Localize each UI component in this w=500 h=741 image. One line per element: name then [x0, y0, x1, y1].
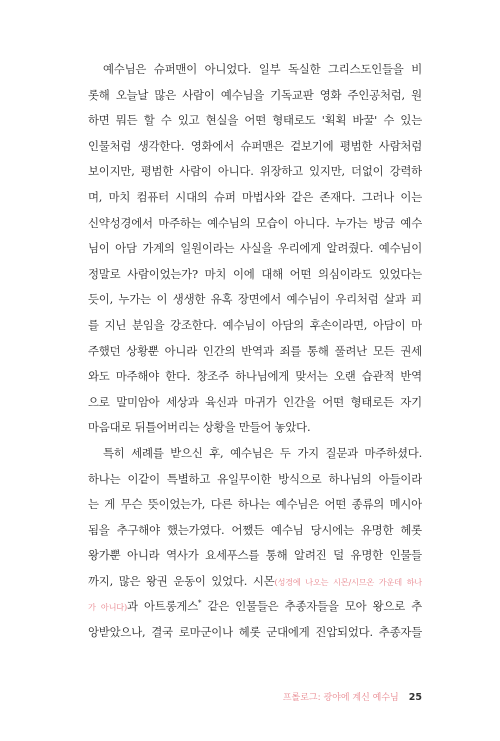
paragraph-line: 롯해 오늘날 많은 사람이 예수님을 기독교판 영화 주인공처럼, 원	[88, 87, 422, 102]
paragraph-line	[88, 569, 422, 595]
running-head: 프롤로그: 광야에 계신 예수님	[282, 693, 399, 703]
paragraph-line: 됨을 추구해야 했는가였다. 어쨌든 예수님 당시에는 유명한 헤롯	[88, 522, 422, 537]
paragraph-line: 특히 세례를 받으신 후, 예수님은 두 가지 질문과 마주하셨다.	[103, 445, 422, 460]
footnote-marker: *	[198, 599, 202, 608]
paragraph-line: 는 게 무슨 뜻이었는가, 다른 하나는 예수님은 어떤 종류의 메시아	[88, 497, 422, 512]
paragraph-line: 앙받았으나, 결국 로마군이나 헤롯 군대에게 진압되었다. 추종자들	[88, 625, 422, 640]
paragraph-line: 듯이, 누가는 이 생생한 유혹 장면에서 예수님이 우리처럼 살과 피	[88, 292, 422, 307]
paragraph-line: 신약성경에서 마주하는 예수님의 모습이 아니다. 누가는 방금 예수	[88, 215, 422, 230]
paragraph-line: 주했던 상황뿐 아니라 인간의 반역과 죄를 통해 풀려난 모든 권세	[88, 343, 422, 358]
paragraph-line: 를 지닌 분임을 강조한다. 예수님이 아담의 후손이라면, 아담이 마	[88, 317, 422, 332]
page-footer	[283, 690, 422, 703]
paragraph-line: 으로 말미암아 세상과 육신과 마귀가 인간을 어떤 형태로든 자기	[88, 394, 422, 409]
paragraph-line: 하나는 이같이 특별하고 유일무이한 방식으로 하나님의 아들이라	[88, 471, 422, 486]
paragraph-line: 님이 아담 가계의 일원이라는 사실을 우리에게 알려줬다. 예수님이	[88, 241, 422, 256]
line-text: 같은 인물들은 추종자들을 모아 왕으로 추	[201, 599, 422, 614]
paragraph-line: 보이지만, 평범한 사람이 아니다. 위장하고 있지만, 더없이 강력하	[88, 164, 422, 179]
paragraph-line: 정말로 사람이었는가? 마치 이에 대해 어떤 의심이라도 있었다는	[88, 266, 422, 281]
inline-note: 가 아니다)	[88, 602, 127, 613]
paragraph-line: 마음대로 뒤틀어버리는 상황을 만들어 놓았다.	[88, 420, 311, 435]
line-text: 과 아트롱게스	[127, 599, 198, 614]
paragraph-line: 예수님은 슈퍼맨이 아니었다. 일부 독실한 그리스도인들을 비	[103, 62, 422, 76]
page-number: 25	[408, 692, 422, 703]
paragraph-line: 와도 마주해야 한다. 창조주 하나님에게 맞서는 오랜 습관적 반역	[88, 369, 422, 384]
paragraph-line: 왕가뿐 아니라 역사가 요세푸스를 통해 알려진 덜 유명한 인물들	[88, 548, 422, 563]
line-text: 까지, 많은 왕권 운동이 있었다. 시몬	[88, 573, 275, 588]
inline-note: (성경에 나오는 시몬/시므온 가운데 하나	[274, 576, 422, 587]
paragraph-line: 인물처럼 생각한다. 영화에서 슈퍼맨은 겉보기에 평범한 사람처럼	[88, 138, 422, 153]
paragraph-line	[88, 594, 422, 620]
body-text	[88, 57, 422, 646]
paragraph-line: 하면 뭐든 할 수 있고 현실을 어떤 형태로도 '획획 바꿀' 수 있는	[88, 113, 422, 128]
paragraph-line: 며, 마치 컴퓨터 시대의 슈퍼 마법사와 같은 존재다. 그러나 이는	[88, 189, 422, 204]
